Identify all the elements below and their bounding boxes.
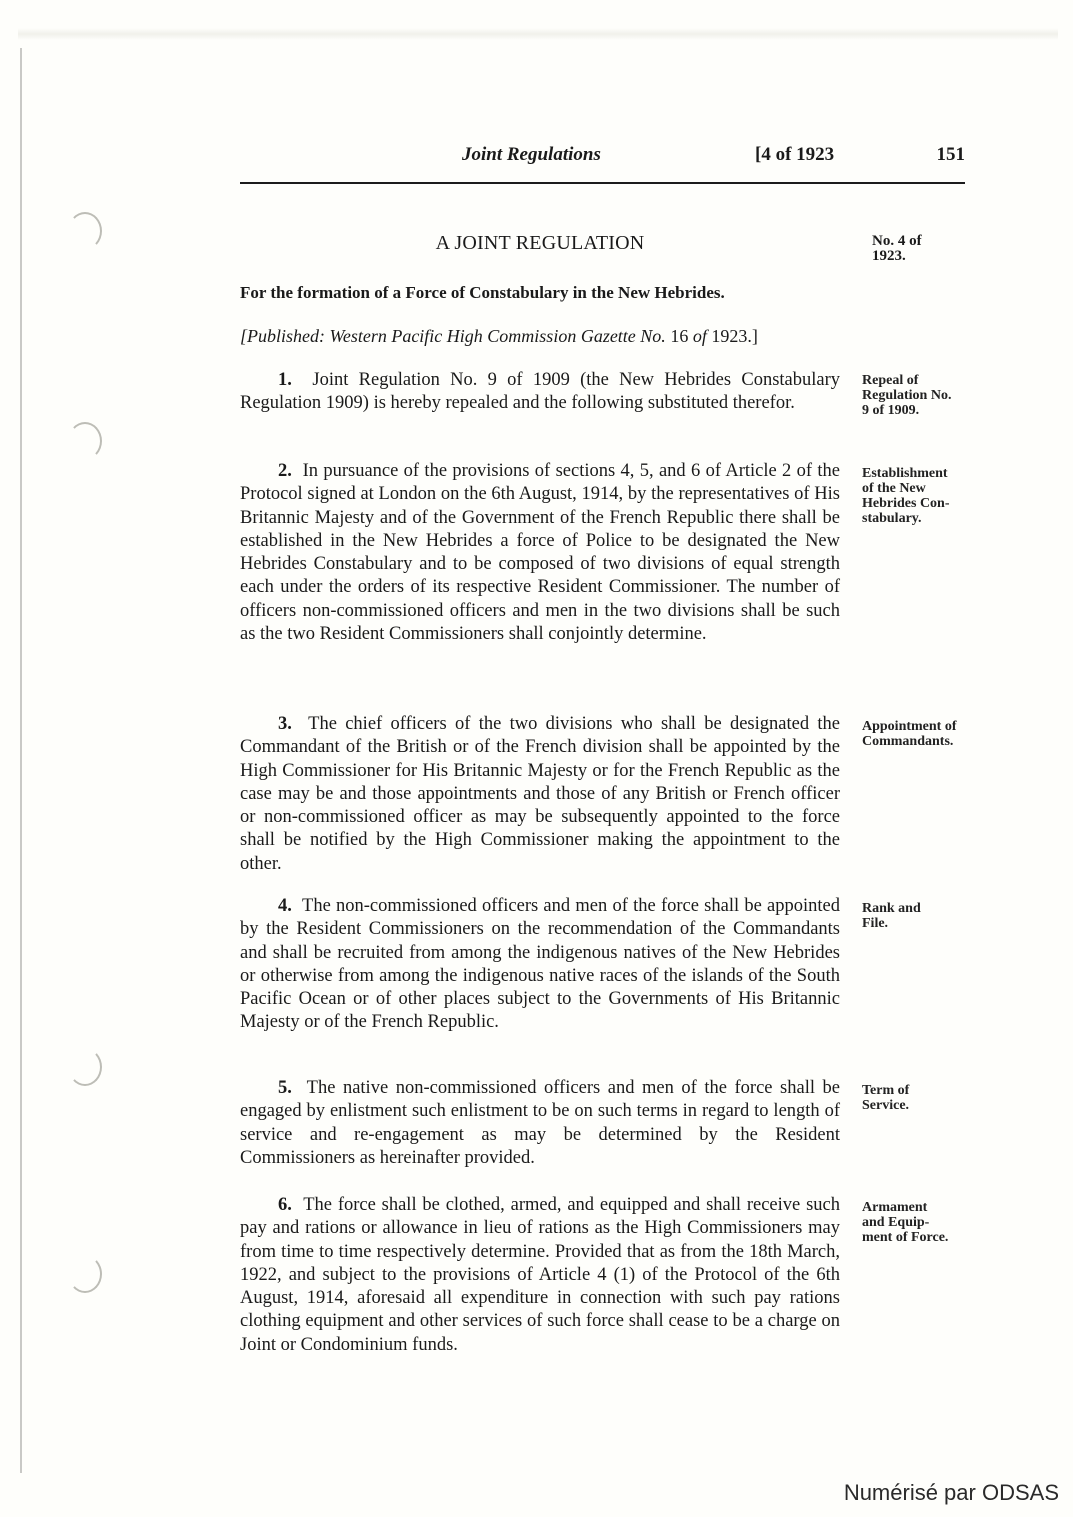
margin-note-3: Appointment of Commandants. (862, 719, 957, 749)
publication-line (240, 326, 758, 347)
punch-hole-icon (68, 212, 102, 250)
scan-top-smudge (18, 28, 1058, 40)
document-title: A JOINT REGULATION (435, 232, 645, 254)
page-number: 151 (936, 144, 965, 165)
section-number: 5. (278, 1078, 292, 1098)
publication-of: of (692, 326, 707, 346)
section-number: 1. (278, 370, 292, 390)
punch-hole-icon (68, 422, 102, 460)
margin-note-6: Armament and Equipment of Force. (862, 1200, 949, 1245)
document-subtitle: For the formation of a Force of Constabulary in the New Hebrides. (240, 283, 725, 302)
section-3 (240, 713, 840, 876)
margin-note-5: Term of Service. (862, 1083, 910, 1113)
section-text: The force shall be clothed, armed, and equipped and shall receive such pay and rations or allowance in lieu of rations as the High Commissioners may from time to time respectively determine. Provided that as from the 18th March, 1922, and subject to the provisions of Article 4 (1) of the Protocol of the 6th August, 1914, aforesaid all expenditure in connection with such pay rations clothing equipment and other services of such force shall cease to be a charge on Joint or Condominium funds. (240, 1195, 840, 1355)
section-number: 4. (278, 896, 292, 916)
publication-source: [Published: Western Pacific High Commission Gazette No. (240, 326, 666, 346)
page-left-edge (20, 48, 22, 1473)
punch-hole-icon (68, 1255, 102, 1293)
publication-year: 1923.] (706, 326, 758, 346)
section-text: Joint Regulation No. 9 of 1909 (the New Hebrides Constabulary Regulation 1909) is hereby repealed and the following substituted therefor. (240, 370, 841, 414)
digitization-watermark: Numérisé par ODSAS (843, 1480, 1059, 1505)
section-1 (240, 369, 840, 416)
running-header-reference: [4 of 1923 (755, 144, 835, 165)
section-number: 3. (278, 714, 292, 734)
regulation-number-note (872, 234, 922, 264)
section-text: The native non-commissioned officers and men of the force shall be engaged by enlistment such enlistment to be on such terms in regard to length of service and re-engagement as may be determined by the Resident Commissioners as hereinafter provided. (240, 1078, 840, 1168)
section-number: 2. (278, 461, 292, 481)
section-2 (240, 460, 840, 646)
section-number: 6. (278, 1195, 292, 1215)
margin-note-1: Repeal of Regulation No. 9 of 1909. (862, 373, 952, 418)
header-rule (240, 182, 965, 184)
margin-note-4: Rank and File. (862, 901, 921, 931)
running-header-title: Joint Regulations (462, 144, 601, 165)
section-5 (240, 1077, 840, 1170)
section-4 (240, 895, 840, 1035)
regulation-number-line2: 1923. (872, 248, 906, 264)
section-6 (240, 1194, 840, 1357)
running-header (240, 140, 965, 176)
gazette-number: 16 (665, 326, 693, 346)
punch-hole-icon (68, 1048, 102, 1086)
regulation-number-line1: No. 4 of (872, 233, 922, 249)
section-text: In pursuance of the provisions of sections 4, 5, and 6 of Article 2 of the Protocol signed at London on the 6th August, 1914, by the representatives of His Britannic Majesty and of the Government of the French Republic there shall be established in the New Hebrides a force of Police to be designated the New Hebrides Constabulary and to be composed of two divisions of equal strength each under the orders of its respective Resident Commissioner. The number of officers non-commissioned officers and men in the two divisions shall be such as the two Resident Commissioners shall conjointly determine. (240, 461, 841, 645)
margin-note-2: Establishment of the New Hebrides Constabulary. (862, 466, 950, 526)
section-text: The chief officers of the two divisions who shall be designated the Commandant of the British or of the French division shall be appointed by the High Commissioner for His Britannic Majesty or for the French Republic as the case may be and those appointments and those of any British or French officer or non-commissioned officer as may be subsequently appointed to the force shall be notified by the High Commissioner making the appointment to the other. (240, 714, 840, 874)
section-text: The non-commissioned officers and men of the force shall be appointed by the Resident Commissioners on the recommendation of the Commandants and shall be recruited from among the indigenous natives of the New Hebrides or otherwise from among the indigenous native races of the islands of the South Pacific Ocean or of other places subject to the Governments of His Britannic Majesty or of the French Republic. (240, 896, 840, 1033)
